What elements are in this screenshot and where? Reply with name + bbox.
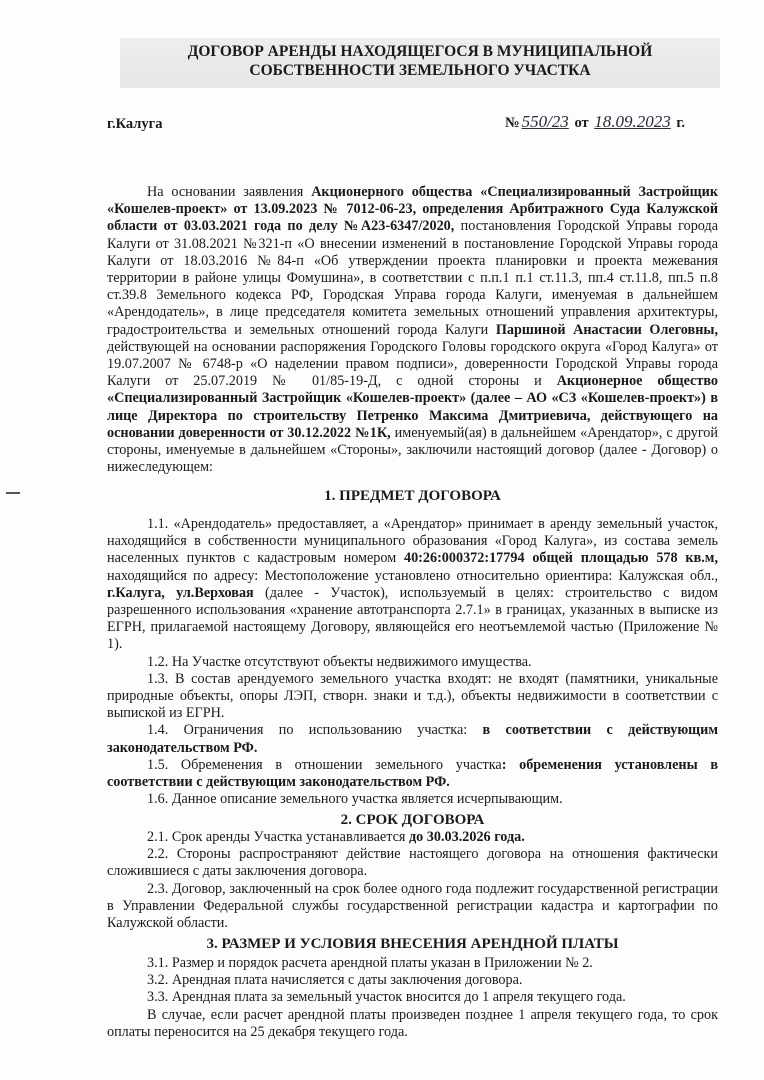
bold-text: до 30.03.2026 года.: [408, 829, 525, 845]
bold-text: Акционерного общества «Специализированный Застройщик «Кошелев-проект» от 13.09.2023 № 7012-06-23, определения Арбитражного Суда Калужской области от 03.03.2021 года по делу №А23-6347/2020,: [107, 184, 718, 235]
paragraph: [107, 829, 718, 846]
document-title: [120, 38, 720, 88]
text: 3.2. Арендная плата начисляется с даты заключения договора.: [147, 972, 523, 989]
bold-text: Акционерное общество «Специализированный Застройщик «Кошелев-проект» (далее – АО «СЗ «Кошелев-проект») в лице Директора по строительству Петренко Максима Дмитриевича, действующего на основании доверенности от 30.12.2022 №1К,: [107, 373, 718, 441]
bold-text: Паршиной Анастасии Олеговны,: [495, 321, 719, 338]
paragraph: [107, 184, 718, 476]
section-2-heading: 2. СРОК ДОГОВОРА: [340, 812, 485, 828]
section-3-body: [107, 955, 718, 1041]
text: В случае, если расчет арендной платы произведен позднее 1 апреля текущего года, то срок оплаты переносится на 25 декабря текущего года.: [107, 1006, 718, 1040]
paragraph: [107, 846, 718, 880]
text: (далее - Участок), используемый в целях: строительство с видом разрешенного использования «хранение автотранспорта 2.7.1» в границах, указанных в выписке из ЕГРН, прилагаемой настоящему Договору, являющейся его неотъемлемой частью (Приложение № 1).: [107, 584, 718, 653]
paragraph: [107, 516, 718, 654]
bold-text: г.Калуга, ул.Верховая: [107, 584, 254, 601]
text: 1.5. Обременения в отношении земельного участка: [147, 756, 502, 773]
year-suffix: г.: [676, 115, 685, 131]
paragraph: [107, 972, 718, 989]
paragraph: [107, 955, 718, 972]
preamble: [107, 184, 718, 476]
city: г.Калуга: [107, 116, 163, 132]
text: 1.6. Данное описание земельного участка является исчерпывающим.: [147, 791, 563, 808]
text: действующей на основании распоряжения Городского Головы городского округа «Город Калуга» от 19.07.2007 № 6748-р «О наделении правом подписи», доверенности Городской Управы города Калуги от 25.07.2019 № 01/85-19-Д, с одной стороны и: [107, 338, 718, 390]
text: 3.1. Размер и порядок расчета арендной платы указан в Приложении № 2.: [147, 955, 593, 971]
section-1-heading: 1. ПРЕДМЕТ ДОГОВОРА: [324, 488, 501, 504]
paragraph: [107, 722, 718, 756]
text: На основании заявления: [147, 184, 312, 200]
section-2-body: [107, 829, 718, 932]
bold-text: : обременения установлены в соответствии с действующим законодательством РФ.: [107, 756, 718, 791]
text: 2.1. Срок аренды Участка устанавливается: [147, 829, 409, 845]
handwritten-date: 18.09.2023: [594, 112, 671, 131]
text: именуемый(ая) в дальнейшем «Арендатор», с другой стороны, именуемые в дальнейшем «Стороны», заключили настоящий договор (далее - Договор) о нижеследующем:: [107, 424, 718, 476]
contract-number: [505, 112, 685, 132]
section-3-heading: 3. РАЗМЕР И УСЛОВИЯ ВНЕСЕНИЯ АРЕНДНОЙ ПЛАТЫ: [206, 936, 619, 952]
handwritten-number: 550/23: [521, 112, 569, 131]
section-1-body: [107, 516, 718, 808]
title-line-1: ДОГОВОР АРЕНДЫ НАХОДЯЩЕГОСЯ В МУНИЦИПАЛЬНОЙ: [187, 43, 653, 60]
bold-text: в соответствии с действующим законодательством РФ.: [107, 722, 718, 756]
text: 1.4. Ограничения по использованию участка:: [147, 722, 483, 739]
number-prefix: №: [505, 115, 520, 131]
paragraph: [107, 881, 718, 933]
bold-text: 40:26:000372:17794 общей площадью 578 кв.м,: [403, 550, 718, 567]
paragraph: [107, 989, 718, 1006]
paragraph: [107, 757, 718, 791]
text: 2.3. Договор, заключенный на срок более одного года подлежит государственной регистрации в Управлении Федеральной службы государственной регистрации кадастра и картографии по Калужской области.: [107, 880, 718, 932]
paragraph: [107, 654, 718, 671]
paragraph: [107, 791, 718, 808]
title-line-2: СОБСТВЕННОСТИ ЗЕМЕЛЬНОГО УЧАСТКА: [249, 62, 591, 79]
scan-margin-mark: [6, 492, 20, 494]
from-label: от: [574, 115, 589, 131]
text: 1.2. На Участке отсутствуют объекты недвижимого имущества.: [147, 653, 532, 670]
paragraph: [107, 671, 718, 723]
text: 1.1. «Арендодатель» предоставляет, а «Арендатор» принимает в аренду земельный участок, находящийся в собственности муниципального образования «Город Калуга», из состава земель населенных пунктов с кадастровым номером: [107, 516, 718, 567]
text: 2.2. Стороны распространяют действие настоящего договора на отношения фактически сложившиеся с даты заключения договора.: [107, 846, 718, 880]
text: 3.3. Арендная плата за земельный участок вносится до 1 апреля текущего года.: [147, 989, 626, 1006]
text: постановления Городской Управы города Калуги от 31.08.2021 №321-п «О внесении изменений в постановление Городской Управы города Калуги от 18.03.2016 №84-п «Об утверждении проекта планировки и проекта межевания территории в районе улицы Фомушина», в соответствии с п.п.1 п.1 ст.11.3, пп.4 ст.11.8, пп.5 п.8 ст.39.8 Земельного кодекса РФ, Городская Управа города Калуги, именуемая в дальнейшем «Арендодатель», в лице председателя комитета земельных отношений управления архитектуры, градостроительства и земельных отношений города Калуги: [107, 218, 719, 338]
text: находящийся по адресу: Местоположение установлено относительно ориентира: Калужская обл.,: [107, 567, 718, 584]
paragraph: [107, 1007, 718, 1041]
text: 1.3. В состав арендуемого земельного участка входят: не входят (памятники, уникальные природные объекты, опоры ЛЭП, створн. знаки и т.д.), объекты недвижимости в соответствии с выпиской из ЕГРН.: [107, 670, 718, 722]
